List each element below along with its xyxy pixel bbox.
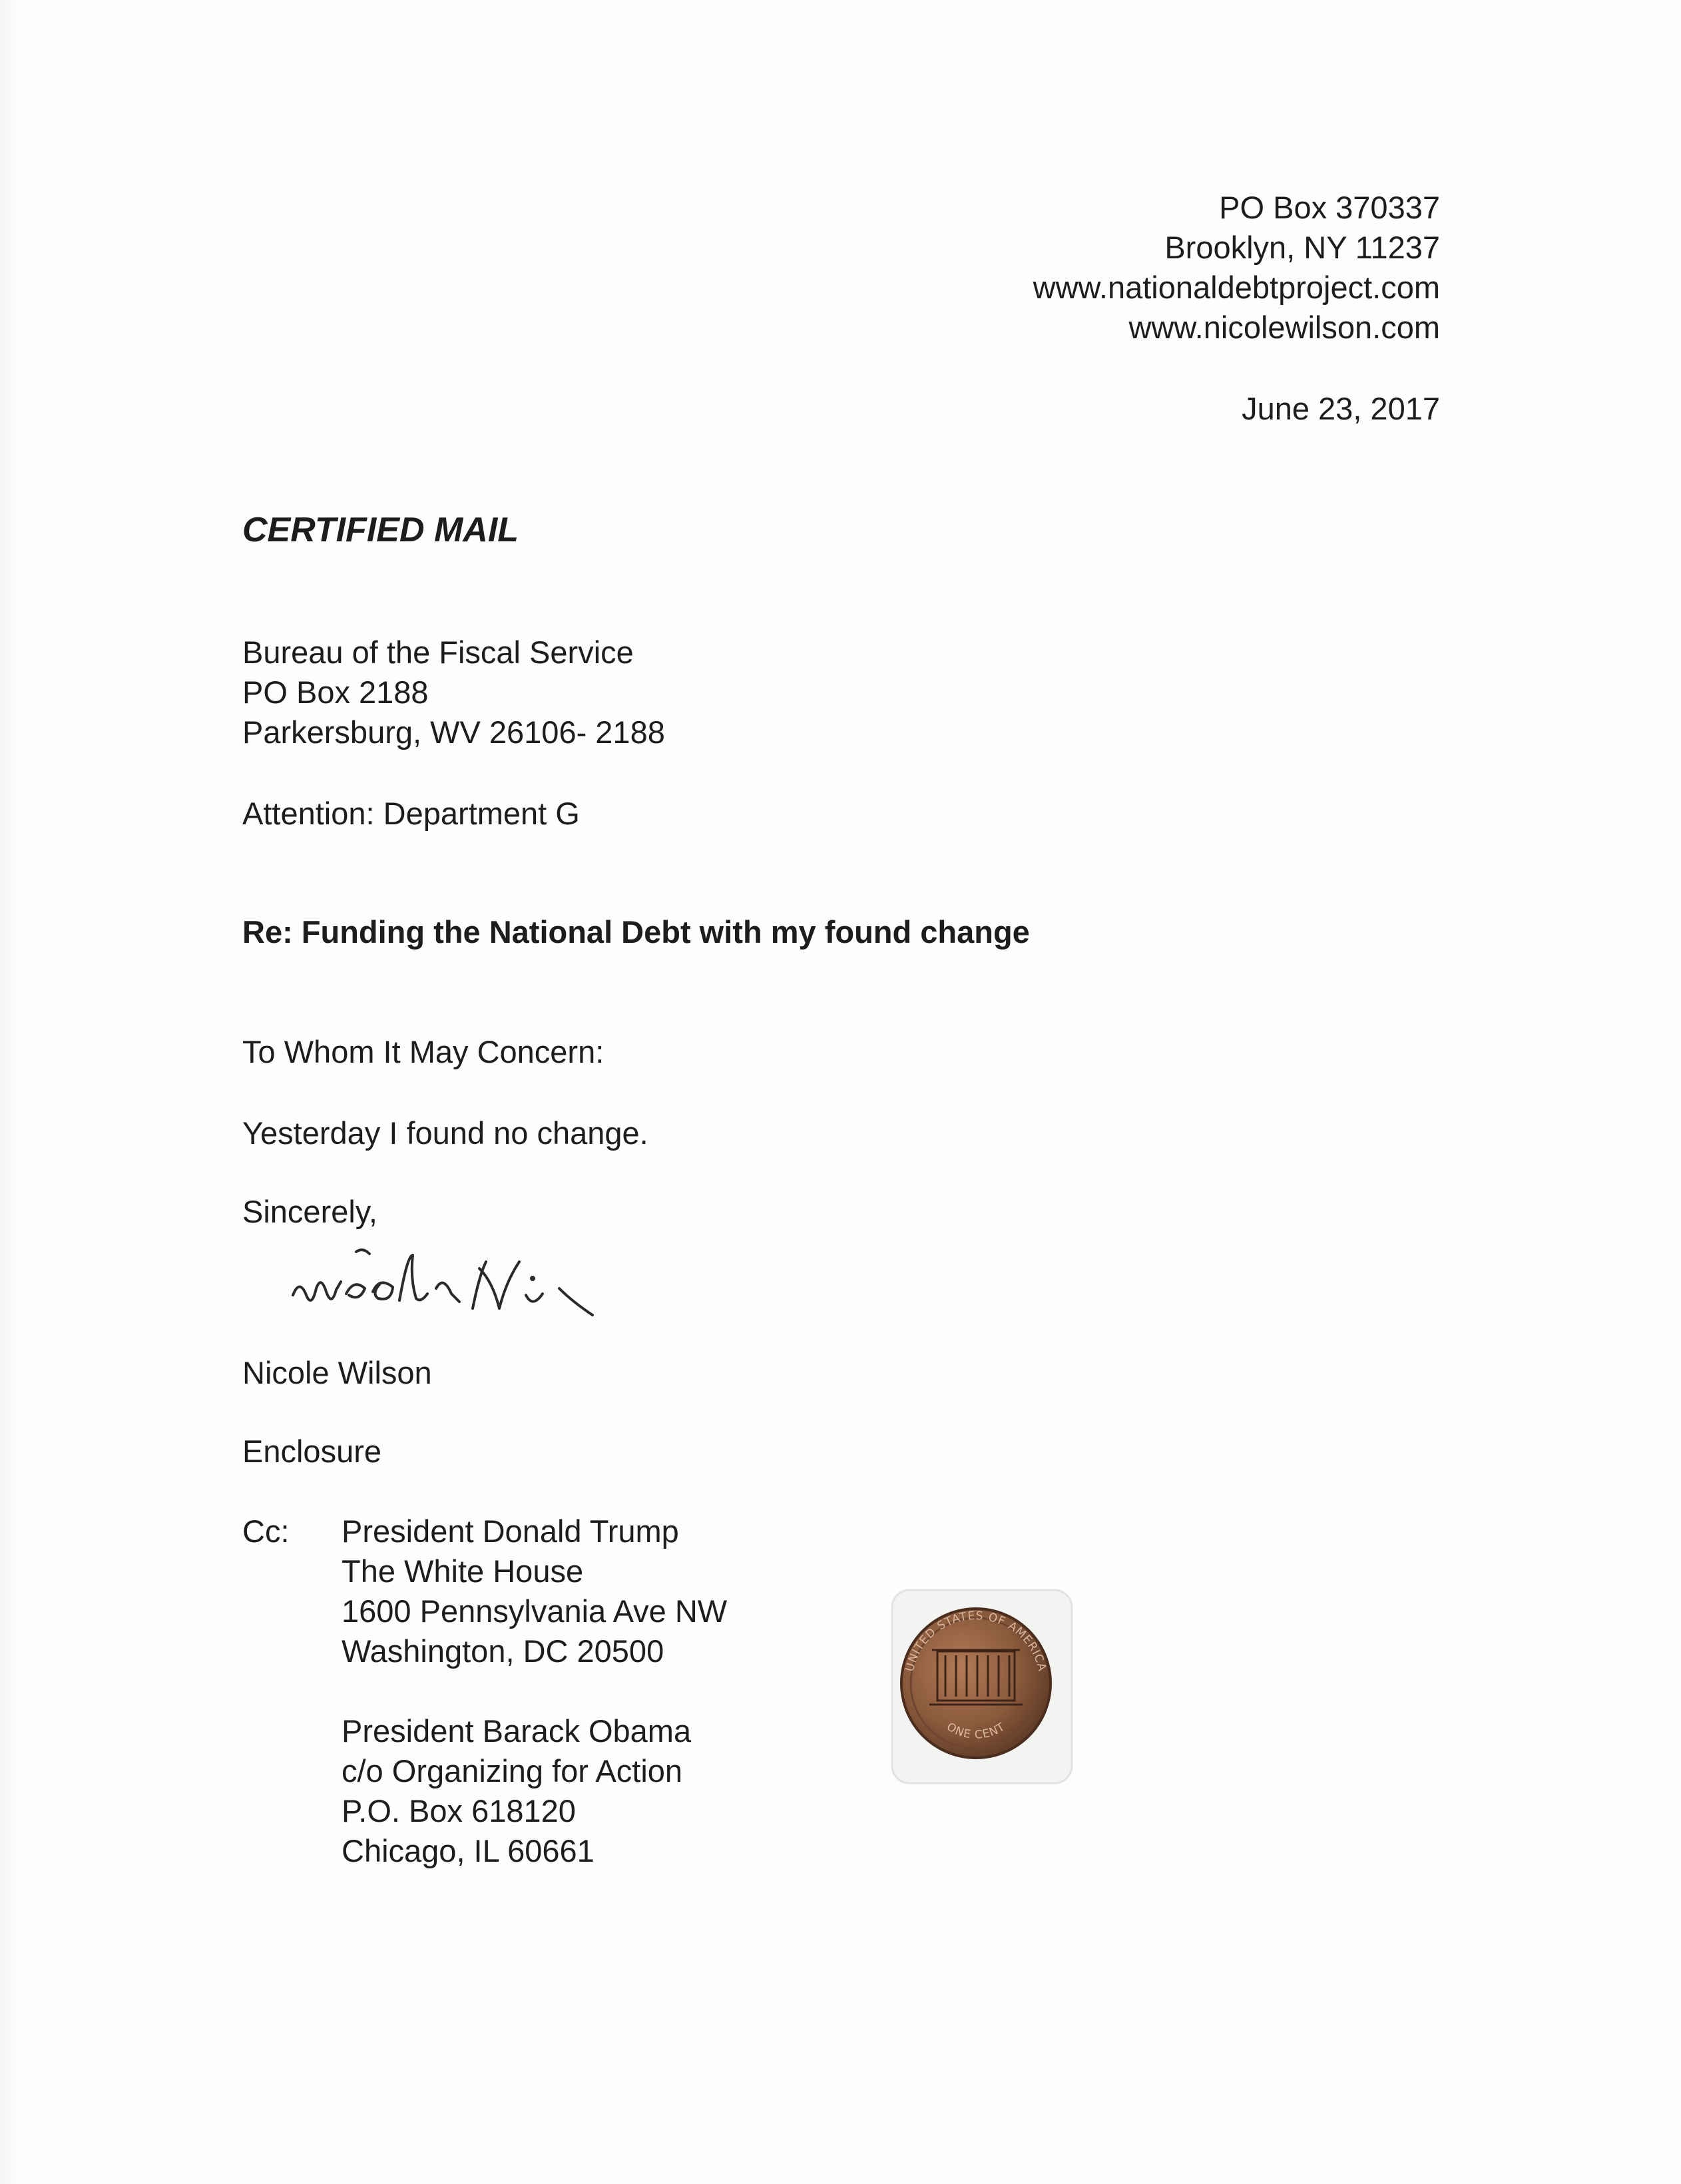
cc-trump-city: Washington, DC 20500 — [342, 1633, 664, 1669]
recipient-city: Parkersburg, WV 26106- 2188 — [242, 714, 665, 750]
cc-obama-name: President Barack Obama — [342, 1713, 692, 1749]
sender-address — [1033, 188, 1440, 348]
coin-bottom-text: ONE CENT — [944, 1720, 1008, 1742]
letter-date: June 23, 2017 — [1242, 391, 1440, 426]
signer-name: Nicole Wilson — [242, 1355, 432, 1390]
enclosure-note: Enclosure — [242, 1434, 381, 1469]
enclosed-penny-in-bag — [865, 1571, 1085, 1791]
coin-top-text: UNITED STATES OF AMERICA — [903, 1609, 1049, 1673]
closing: Sincerely, — [242, 1194, 377, 1229]
sender-website-1: www.nationaldebtproject.com — [1033, 270, 1440, 305]
cc-obama-line2: c/o Organizing for Action — [342, 1753, 683, 1788]
sender-po-box: PO Box 370337 — [1219, 190, 1440, 225]
cc-recipient-trump — [342, 1511, 727, 1671]
certified-mail-heading: CERTIFIED MAIL — [242, 511, 519, 549]
cc-recipient-obama — [342, 1711, 691, 1871]
attention-line: Attention: Department G — [242, 796, 580, 831]
recipient-name: Bureau of the Fiscal Service — [242, 635, 634, 670]
cc-obama-city: Chicago, IL 60661 — [342, 1833, 595, 1868]
recipient-address — [242, 633, 665, 752]
cc-trump-name: President Donald Trump — [342, 1513, 679, 1549]
handwritten-signature — [280, 1215, 692, 1348]
salutation: To Whom It May Concern: — [242, 1034, 604, 1069]
cc-trump-street: 1600 Pennsylvania Ave NW — [342, 1593, 728, 1629]
scan-edge-shadow — [0, 0, 20, 2184]
cc-trump-line2: The White House — [342, 1553, 584, 1589]
cc-obama-po-box: P.O. Box 618120 — [342, 1793, 576, 1828]
recipient-po-box: PO Box 2188 — [242, 675, 429, 710]
sender-website-2: www.nicolewilson.com — [1128, 310, 1440, 345]
letter-body: Yesterday I found no change. — [242, 1115, 648, 1151]
subject-line: Re: Funding the National Debt with my found change — [242, 914, 1030, 950]
sender-city: Brooklyn, NY 11237 — [1164, 230, 1440, 265]
cc-label: Cc: — [242, 1513, 290, 1549]
